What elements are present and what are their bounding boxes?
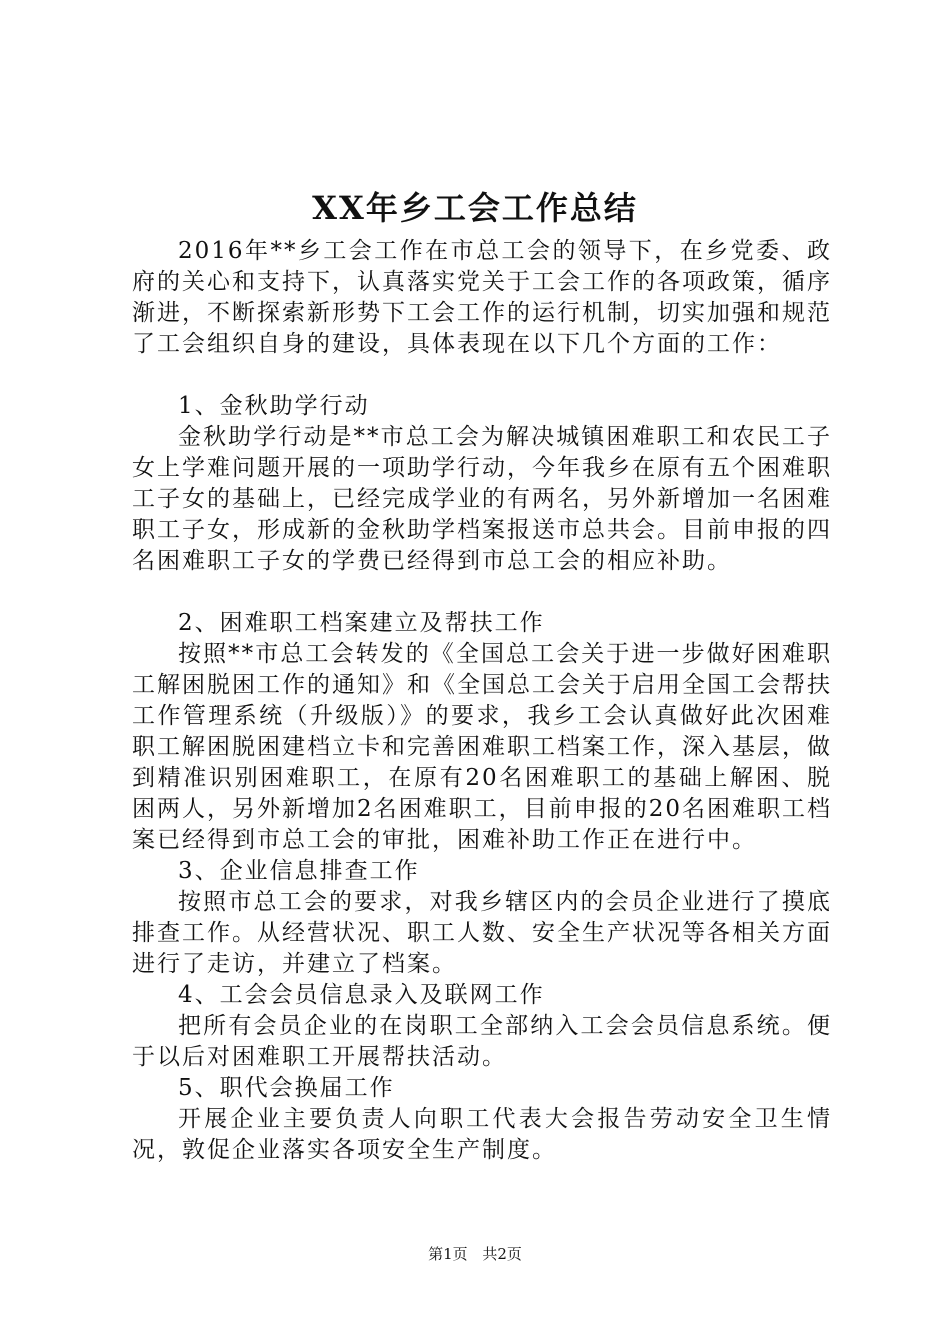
section-body-4: 把所有会员企业的在岗职工全部纳入工会会员信息系统。便于以后对困难职工开展帮扶活动。 [132, 1013, 832, 1070]
page-number: 第1页 [428, 1245, 468, 1263]
section-body-5: 开展企业主要负责人向职工代表大会报告劳动安全卫生情况，敦促企业落实各项安全生产制度。 [132, 1106, 832, 1163]
section-heading-5: 5、职代会换届工作 [178, 1075, 395, 1101]
section-body-2: 按照**市总工会转发的《全国总工会关于进一步做好困难职工解困脱困工作的通知》和《全国总工会关于启用全国工会帮扶工作管理系统（升级版）》的要求，我乡工会认真做好此次困难职工解困脱困建档立卡和完善困难职工档案工作，深入基层，做到精准识别困难职工，在原有20名困难职工的基础上解困、脱困两人，另外新增加2名困难职工，目前申报的20名困难职工档案已经得到市总工会的审批，困难补助工作正在进行中。 [132, 641, 832, 853]
page-title: XX年乡工会工作总结 [312, 189, 638, 227]
intro-paragraph: 2016年**乡工会工作在市总工会的领导下，在乡党委、政府的关心和支持下，认真落实党关于工会工作的各项政策，循序渐进，不断探索新形势下工会工作的运行机制，切实加强和规范了工会组织自身的建设，具体表现在以下几个方面的工作： [132, 238, 832, 357]
section-heading-2: 2、困难职工档案建立及帮扶工作 [178, 610, 545, 636]
section-heading-3: 3、企业信息排查工作 [178, 858, 420, 884]
section-body-1: 金秋助学行动是**市总工会为解决城镇困难职工和农民工子女上学难问题开展的一项助学行动，今年我乡在原有五个困难职工子女的基础上，已经完成学业的有两名，另外新增加一名困难职工子女，形成新的金秋助学档案报送市总共会。目前申报的四名困难职工子女的学费已经得到市总工会的相应补助。 [132, 424, 832, 574]
section-body-3: 按照市总工会的要求，对我乡辖区内的会员企业进行了摸底排查工作。从经营状况、职工人数、安全生产状况等各相关方面进行了走访，并建立了档案。 [132, 889, 832, 977]
page-footer [0, 1244, 950, 1264]
page-total: 共2页 [482, 1245, 522, 1263]
section-heading-4: 4、工会会员信息录入及联网工作 [178, 982, 545, 1008]
document-body [132, 236, 832, 1166]
section-heading-1: 1、金秋助学行动 [178, 393, 370, 419]
